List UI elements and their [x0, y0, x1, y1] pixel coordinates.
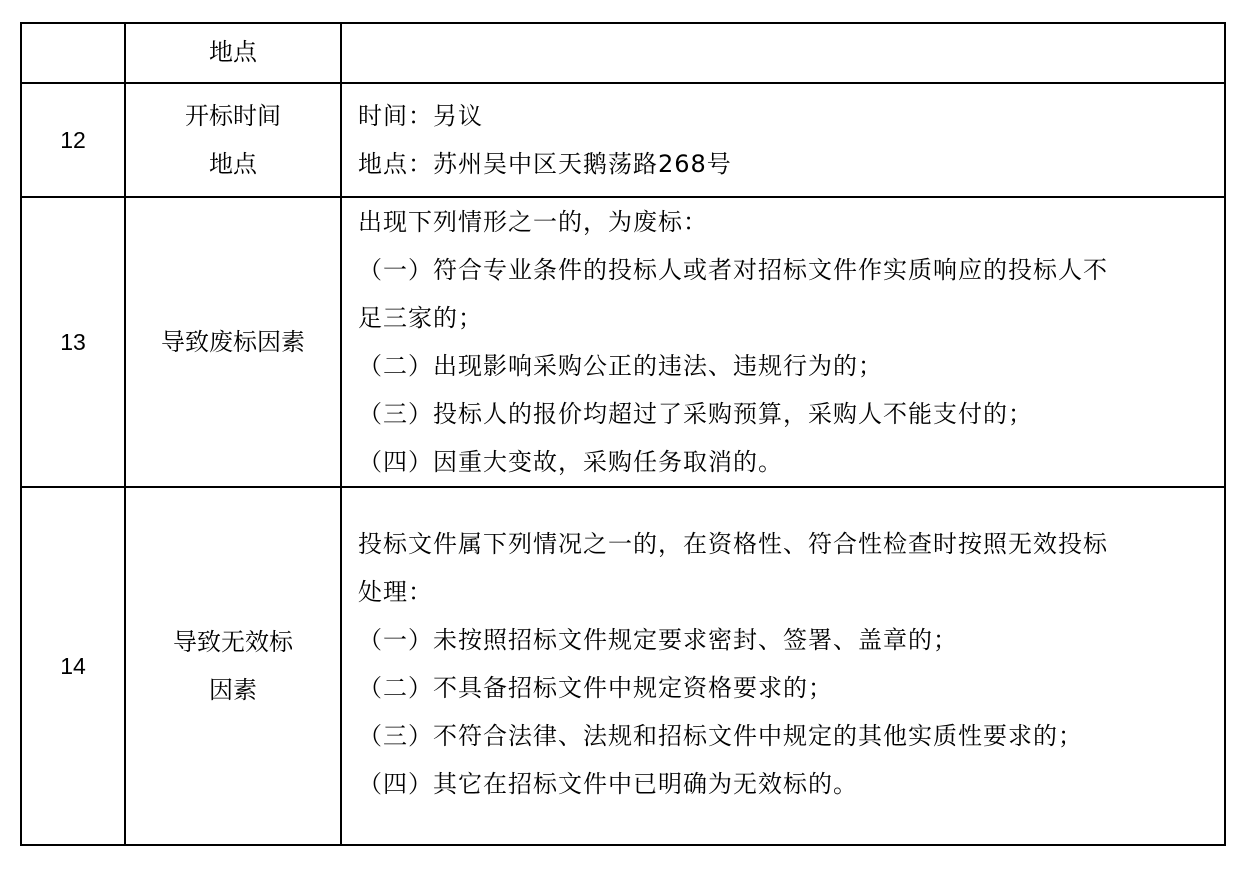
content-line: （二）不具备招标文件中规定资格要求的； — [358, 674, 833, 702]
content-cell — [341, 23, 1225, 83]
item-name-cell — [125, 487, 341, 845]
content-line: 出现下列情形之一的，为废标： — [358, 208, 708, 236]
content-line: （二）出现影响采购公正的违法、违规行为的； — [358, 352, 883, 380]
row-number-cell: 13 — [21, 197, 125, 487]
item-name-cell — [125, 83, 341, 197]
table-row — [21, 487, 1225, 845]
item-name-line: 因素 — [209, 676, 257, 704]
item-name-line: 导致无效标 — [173, 628, 293, 656]
item-name-line: 导致废标因素 — [161, 328, 305, 356]
row-number-cell: 14 — [21, 487, 125, 845]
content-line: （三）投标人的报价均超过了采购预算，采购人不能支付的； — [358, 400, 1033, 428]
content-line: （三）不符合法律、法规和招标文件中规定的其他实质性要求的； — [358, 722, 1083, 750]
item-name-line: 地点 — [209, 150, 257, 178]
content-line: 足三家的； — [358, 304, 483, 332]
item-name-line: 开标时间 — [185, 102, 281, 130]
content-line: （一）未按照招标文件规定要求密封、签署、盖章的； — [358, 626, 958, 654]
content-cell — [341, 487, 1225, 845]
content-line: 投标文件属下列情况之一的，在资格性、符合性检查时按照无效投标 — [358, 530, 1108, 558]
content-line: 时间：另议 — [358, 102, 483, 130]
table-row — [21, 197, 1225, 487]
content-line: （四）因重大变故，采购任务取消的。 — [358, 448, 783, 476]
content-line: （四）其它在招标文件中已明确为无效标的。 — [358, 770, 858, 798]
row-number-cell: 12 — [21, 83, 125, 197]
content-cell — [341, 83, 1225, 197]
table-row — [21, 83, 1225, 197]
item-name-cell — [125, 23, 341, 83]
document-table — [20, 22, 1226, 846]
content-cell — [341, 197, 1225, 487]
item-name-cell — [125, 197, 341, 487]
table-row — [21, 23, 1225, 83]
content-line: （一）符合专业条件的投标人或者对招标文件作实质响应的投标人不 — [358, 256, 1108, 284]
content-line: 处理： — [358, 578, 433, 606]
content-line: 地点：苏州吴中区天鹅荡路268号 — [358, 150, 732, 178]
row-number-cell — [21, 23, 125, 83]
item-name-line: 地点 — [209, 38, 257, 66]
